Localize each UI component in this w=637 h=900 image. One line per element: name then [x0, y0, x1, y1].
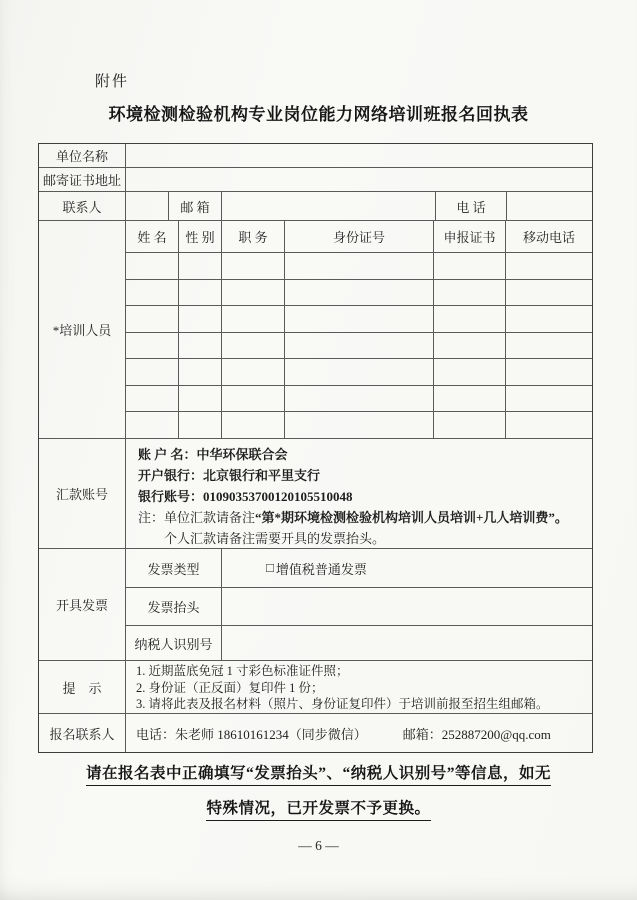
trainee-row — [126, 332, 592, 359]
page-number: — 6 — — [298, 838, 339, 853]
registration-contact-details — [126, 714, 592, 752]
remittance-section — [39, 438, 592, 548]
trainee-cell — [179, 333, 222, 359]
tip-item: 1. 近期蓝底免冠 1 寸彩色标准证件照； — [136, 664, 349, 679]
remittance-label: 汇款账号 — [39, 439, 126, 548]
email-label: 邮 箱 — [169, 192, 222, 220]
invoice-type-label: 发票类型 — [126, 549, 222, 587]
trainee-row — [126, 385, 592, 412]
unit-name-row — [39, 144, 592, 167]
trainee-cell — [222, 280, 285, 306]
phone-field — [507, 192, 592, 220]
invoice-type-value — [222, 549, 592, 587]
trainee-cell — [434, 280, 506, 306]
tip-item: 3. 请将此表及报名材料（照片、身份证复印件）于培训前报至招生组邮箱。 — [136, 697, 549, 712]
trainee-cell — [222, 333, 285, 359]
invoice-label: 开具发票 — [39, 549, 126, 660]
trainee-cell — [434, 253, 506, 279]
trainee-row — [126, 252, 592, 279]
trainee-cell — [179, 306, 222, 332]
checkbox-icon: □ — [266, 560, 274, 575]
trainee-cell — [126, 412, 179, 438]
registration-contact-email: 邮箱：252887200@qq.com — [402, 726, 551, 742]
trainee-cell — [285, 280, 434, 306]
col-header-mobile: 移动电话 — [522, 230, 575, 245]
trainee-cell — [222, 386, 285, 412]
trainee-cell — [285, 359, 434, 385]
contact-field — [126, 192, 169, 220]
trainee-cell — [126, 253, 179, 279]
trainees-grid — [126, 221, 592, 438]
trainee-cell — [126, 386, 179, 412]
taxpayer-id-label: 纳税人识别号 — [126, 626, 222, 660]
attachment-label: 附件 — [95, 74, 130, 90]
taxpayer-id-field — [222, 626, 592, 660]
trainees-header-row — [126, 221, 592, 252]
remittance-note-line: 注：单位汇款请备注“第*期环境检测检验机构培训人员培训+几人培训费”。 — [138, 510, 568, 525]
trainee-cell — [285, 253, 434, 279]
trainee-row — [126, 358, 592, 385]
invoice-title-row — [126, 587, 592, 625]
trainee-cell — [222, 306, 285, 332]
trainee-cell — [285, 333, 434, 359]
mailing-address-label: 邮寄证书地址 — [39, 168, 126, 191]
trainee-cell — [126, 333, 179, 359]
registration-contact-phone: 电话：朱老师 18610161234（同步微信） — [136, 726, 367, 742]
trainee-cell — [506, 359, 592, 385]
trainees-label: *培训人员 — [39, 221, 126, 438]
mailing-address-field — [126, 168, 592, 191]
trainee-cell — [222, 359, 285, 385]
phone-label: 电 话 — [436, 192, 507, 220]
registration-contact-row — [39, 713, 592, 752]
trainee-row — [126, 279, 592, 306]
taxpayer-id-row — [126, 625, 592, 660]
trainee-cell — [434, 386, 506, 412]
registration-contact-label: 报名联系人 — [39, 714, 126, 752]
mailing-address-row — [39, 167, 592, 191]
tips-list — [126, 661, 592, 713]
contact-label: 联系人 — [39, 192, 126, 220]
tips-section — [39, 660, 592, 713]
invoice-type-row — [126, 549, 592, 587]
trainee-row — [126, 305, 592, 332]
unit-name-field — [126, 144, 592, 167]
col-header-certificate: 申报证书 — [434, 221, 506, 252]
trainee-cell — [285, 306, 434, 332]
trainee-row — [126, 411, 592, 438]
footer-note-line2: 特殊情况，已开发票不予更换。 — [0, 796, 637, 821]
footer-note-line1: 请在报名表中正确填写“发票抬头”、“纳税人识别号”等信息，如无 — [0, 761, 637, 786]
invoice-title-label: 发票抬头 — [126, 588, 222, 625]
trainee-cell — [126, 280, 179, 306]
trainee-cell — [179, 253, 222, 279]
trainee-cell — [434, 412, 506, 438]
col-header-position: 职 务 — [222, 221, 285, 252]
account-number-line: 银行账号：01090353700120105510048 — [138, 489, 353, 504]
col-header-gender: 性 别 — [179, 221, 222, 252]
col-header-name: 姓 名 — [126, 221, 179, 252]
trainee-cell — [222, 253, 285, 279]
trainee-cell — [506, 386, 592, 412]
trainee-cell — [506, 253, 592, 279]
trainee-cell — [434, 306, 506, 332]
account-name-line: 账 户 名：中华环保联合会 — [138, 447, 288, 462]
account-number-value: 01090353700120105510048 — [203, 489, 353, 504]
bank-value: 北京银行和平里支行 — [203, 468, 321, 483]
trainee-cell — [179, 386, 222, 412]
tip-item: 2. 身份证（正反面）复印件 1 份； — [136, 680, 324, 695]
trainee-cell — [179, 280, 222, 306]
col-header-id-number: 身份证号 — [285, 221, 434, 252]
contact-row — [39, 191, 592, 220]
trainee-cell — [179, 412, 222, 438]
account-name-value: 中华环保联合会 — [196, 447, 288, 462]
registration-form-table — [38, 143, 593, 753]
unit-name-label: 单位名称 — [39, 144, 126, 167]
trainee-cell — [285, 412, 434, 438]
tips-label: 提 示 — [39, 661, 126, 713]
invoice-type-option: 增值税普通发票 — [275, 561, 367, 577]
remittance-note-bold: “第*期环境检测检验机构培训人员培训+几人培训费”。 — [255, 510, 568, 525]
trainee-cell — [506, 306, 592, 332]
bank-line: 开户银行：北京银行和平里支行 — [138, 468, 321, 483]
trainee-cell — [179, 359, 222, 385]
trainee-cell — [126, 306, 179, 332]
invoice-rows — [126, 549, 592, 660]
page-title: 环境检测检验机构专业岗位能力网络培训班报名回执表 — [108, 105, 529, 124]
invoice-section — [39, 548, 592, 660]
remittance-details — [126, 439, 592, 548]
trainee-cell — [126, 359, 179, 385]
email-field — [222, 192, 436, 220]
trainee-cell — [434, 333, 506, 359]
trainee-cell — [506, 412, 592, 438]
trainee-cell — [434, 359, 506, 385]
invoice-title-field — [222, 588, 592, 625]
remittance-note-line2: 个人汇款请备注需要开具的发票抬头。 — [164, 531, 386, 546]
trainee-rows — [126, 252, 592, 438]
trainee-cell — [506, 280, 592, 306]
trainee-cell — [506, 333, 592, 359]
trainee-cell — [222, 412, 285, 438]
trainees-section — [39, 220, 592, 438]
trainee-cell — [285, 386, 434, 412]
